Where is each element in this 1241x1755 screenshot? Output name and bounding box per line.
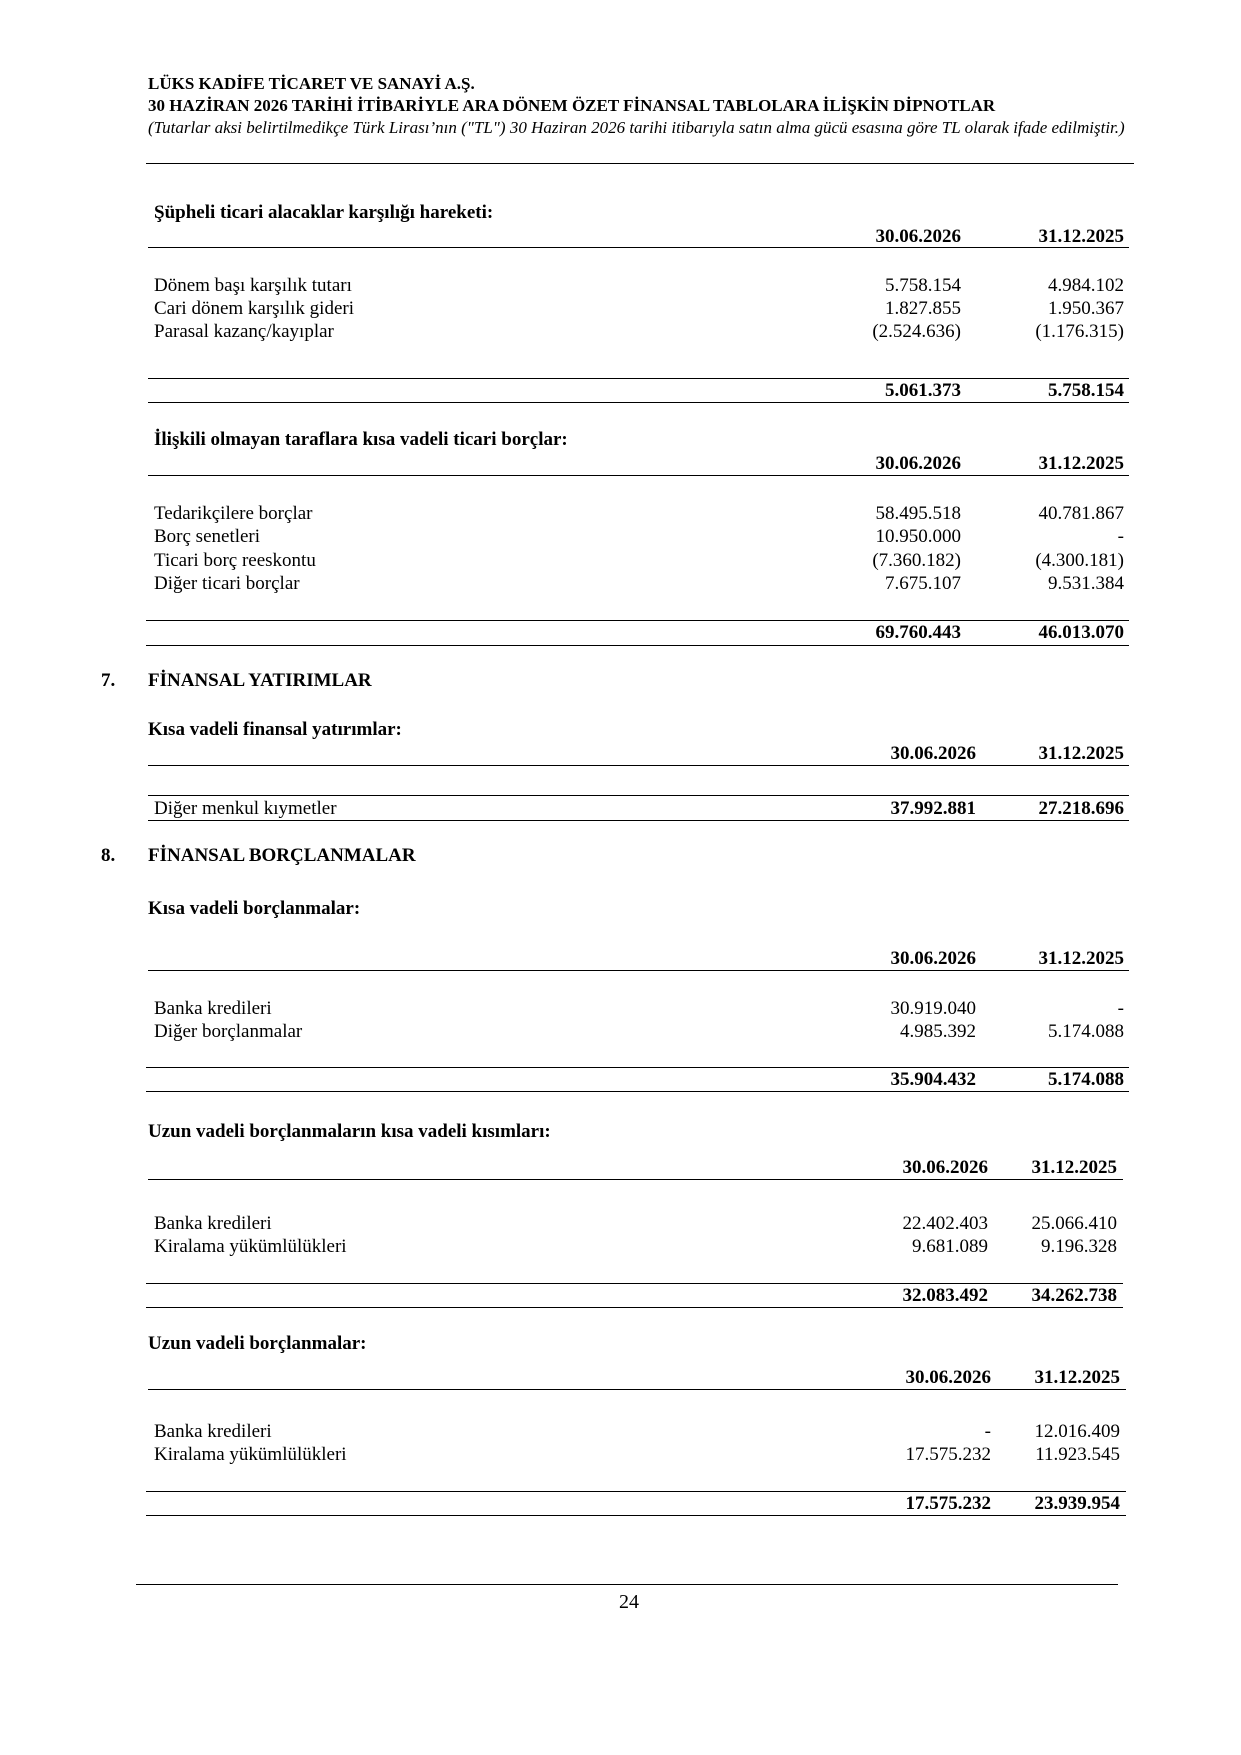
row-value-prior: (4.300.181) bbox=[1035, 550, 1124, 571]
row-value-current: - bbox=[984, 1421, 991, 1442]
column-header-current: 30.06.2026 bbox=[902, 1157, 988, 1178]
row-label: Diğer ticari borçlar bbox=[154, 573, 300, 594]
row-label: Diğer menkul kıymetler bbox=[154, 798, 337, 819]
row-label: Cari dönem karşılık gideri bbox=[154, 298, 354, 319]
row-label: Dönem başı karşılık tutarı bbox=[154, 275, 352, 296]
total-prior: 5.758.154 bbox=[1048, 380, 1124, 401]
row-label: Kiralama yükümlülükleri bbox=[154, 1236, 347, 1257]
table-title: Kısa vadeli finansal yatırımlar: bbox=[148, 719, 402, 740]
total-current: 32.083.492 bbox=[902, 1285, 988, 1306]
row-value-current: 4.985.392 bbox=[900, 1021, 976, 1042]
row-value-current: 22.402.403 bbox=[902, 1213, 988, 1234]
row-value-current: (2.524.636) bbox=[872, 321, 961, 342]
row-value-current: 1.827.855 bbox=[885, 298, 961, 319]
table-rule bbox=[146, 1307, 1123, 1308]
table-rule bbox=[148, 795, 1129, 796]
row-label: Borç senetleri bbox=[154, 526, 261, 547]
table-title: Uzun vadeli borçlanmalar: bbox=[148, 1333, 367, 1354]
total-prior: 5.174.088 bbox=[1048, 1069, 1124, 1090]
total-prior: 34.262.738 bbox=[1031, 1285, 1117, 1306]
column-header-current: 30.06.2026 bbox=[875, 453, 961, 474]
row-label: Ticari borç reeskontu bbox=[154, 550, 316, 571]
row-value-current: (7.360.182) bbox=[872, 550, 961, 571]
row-value-prior: 25.066.410 bbox=[1031, 1213, 1117, 1234]
column-header-current: 30.06.2026 bbox=[905, 1367, 991, 1388]
table-rule bbox=[148, 475, 1129, 476]
section-title: FİNANSAL BORÇLANMALAR bbox=[148, 845, 416, 866]
total-prior: 46.013.070 bbox=[1038, 622, 1124, 643]
total-prior: 23.939.954 bbox=[1034, 1493, 1120, 1514]
table-rule bbox=[148, 1179, 1123, 1180]
column-header-current: 30.06.2026 bbox=[890, 948, 976, 969]
column-header-prior: 31.12.2025 bbox=[1031, 1157, 1117, 1178]
table-rule bbox=[148, 765, 1129, 766]
row-value-current: 17.575.232 bbox=[905, 1444, 991, 1465]
total-current: 17.575.232 bbox=[905, 1493, 991, 1514]
row-value-prior: 12.016.409 bbox=[1034, 1421, 1120, 1442]
currency-note: (Tutarlar aksi belirtilmedikçe Türk Lirası’nın ("TL") 30 Haziran 2026 tarihi itibarıyla satın alma gücü esasına göre TL olarak ifade edilmiştir.) bbox=[148, 118, 1125, 137]
section-number: 7. bbox=[101, 670, 116, 691]
row-value-current: 5.758.154 bbox=[885, 275, 961, 296]
row-label: Parasal kazanç/kayıplar bbox=[154, 321, 334, 342]
total-current: 35.904.432 bbox=[890, 1069, 976, 1090]
row-label: Tedarikçilere borçlar bbox=[154, 503, 313, 524]
row-value-prior: 9.196.328 bbox=[1041, 1236, 1117, 1257]
row-label: Kiralama yükümlülükleri bbox=[154, 1444, 347, 1465]
footer-rule bbox=[136, 1584, 1118, 1585]
table-rule bbox=[148, 402, 1129, 403]
row-value-prior: - bbox=[1117, 998, 1124, 1019]
column-header-prior: 31.12.2025 bbox=[1038, 226, 1124, 247]
document-title: 30 HAZİRAN 2026 TARİHİ İTİBARİYLE ARA DÖNEM ÖZET FİNANSAL TABLOLARA İLİŞKİN DİPNOTLAR bbox=[148, 96, 996, 115]
column-header-prior: 31.12.2025 bbox=[1038, 453, 1124, 474]
column-header-current: 30.06.2026 bbox=[875, 226, 961, 247]
section-number: 8. bbox=[101, 845, 116, 866]
column-header-prior: 31.12.2025 bbox=[1034, 1367, 1120, 1388]
row-value-current: 10.950.000 bbox=[875, 526, 961, 547]
table-rule bbox=[146, 1283, 1123, 1284]
table-rule bbox=[146, 1091, 1129, 1092]
table-rule bbox=[148, 247, 1129, 248]
table-rule bbox=[148, 970, 1129, 971]
row-value-prior: 11.923.545 bbox=[1035, 1444, 1120, 1465]
table-title: Şüpheli ticari alacaklar karşılığı hareketi: bbox=[154, 202, 494, 223]
total-current: 5.061.373 bbox=[885, 380, 961, 401]
row-value-current: 9.681.089 bbox=[912, 1236, 988, 1257]
row-value-prior: 27.218.696 bbox=[1038, 798, 1124, 819]
row-label: Banka kredileri bbox=[154, 1213, 272, 1234]
page-number: 24 bbox=[619, 1591, 639, 1613]
row-value-prior: 1.950.367 bbox=[1048, 298, 1124, 319]
table-rule bbox=[146, 1515, 1126, 1516]
header-rule bbox=[146, 163, 1134, 164]
row-value-current: 58.495.518 bbox=[875, 503, 961, 524]
row-value-prior: (1.176.315) bbox=[1035, 321, 1124, 342]
table-title: İlişkili olmayan taraflara kısa vadeli ticari borçlar: bbox=[154, 429, 568, 450]
row-value-prior: 9.531.384 bbox=[1048, 573, 1124, 594]
row-value-prior: 4.984.102 bbox=[1048, 275, 1124, 296]
row-value-current: 30.919.040 bbox=[890, 998, 976, 1019]
table-title: Uzun vadeli borçlanmaların kısa vadeli kısımları: bbox=[148, 1121, 551, 1142]
table-rule bbox=[146, 645, 1129, 646]
row-label: Banka kredileri bbox=[154, 1421, 272, 1442]
column-header-prior: 31.12.2025 bbox=[1038, 743, 1124, 764]
column-header-prior: 31.12.2025 bbox=[1038, 948, 1124, 969]
table-rule bbox=[146, 1067, 1129, 1068]
table-rule bbox=[146, 620, 1129, 621]
table-rule bbox=[148, 1389, 1126, 1390]
row-label: Diğer borçlanmalar bbox=[154, 1021, 303, 1042]
row-value-current: 37.992.881 bbox=[890, 798, 976, 819]
table-rule bbox=[148, 820, 1129, 821]
row-value-current: 7.675.107 bbox=[885, 573, 961, 594]
row-label: Banka kredileri bbox=[154, 998, 272, 1019]
table-rule bbox=[148, 378, 1129, 379]
company-name: LÜKS KADİFE TİCARET VE SANAYİ A.Ş. bbox=[148, 74, 475, 93]
section-title: FİNANSAL YATIRIMLAR bbox=[148, 670, 372, 691]
table-title: Kısa vadeli borçlanmalar: bbox=[148, 898, 361, 919]
row-value-prior: 40.781.867 bbox=[1038, 503, 1124, 524]
total-current: 69.760.443 bbox=[875, 622, 961, 643]
column-header-current: 30.06.2026 bbox=[890, 743, 976, 764]
row-value-prior: - bbox=[1117, 526, 1124, 547]
row-value-prior: 5.174.088 bbox=[1048, 1021, 1124, 1042]
table-rule bbox=[146, 1491, 1126, 1492]
